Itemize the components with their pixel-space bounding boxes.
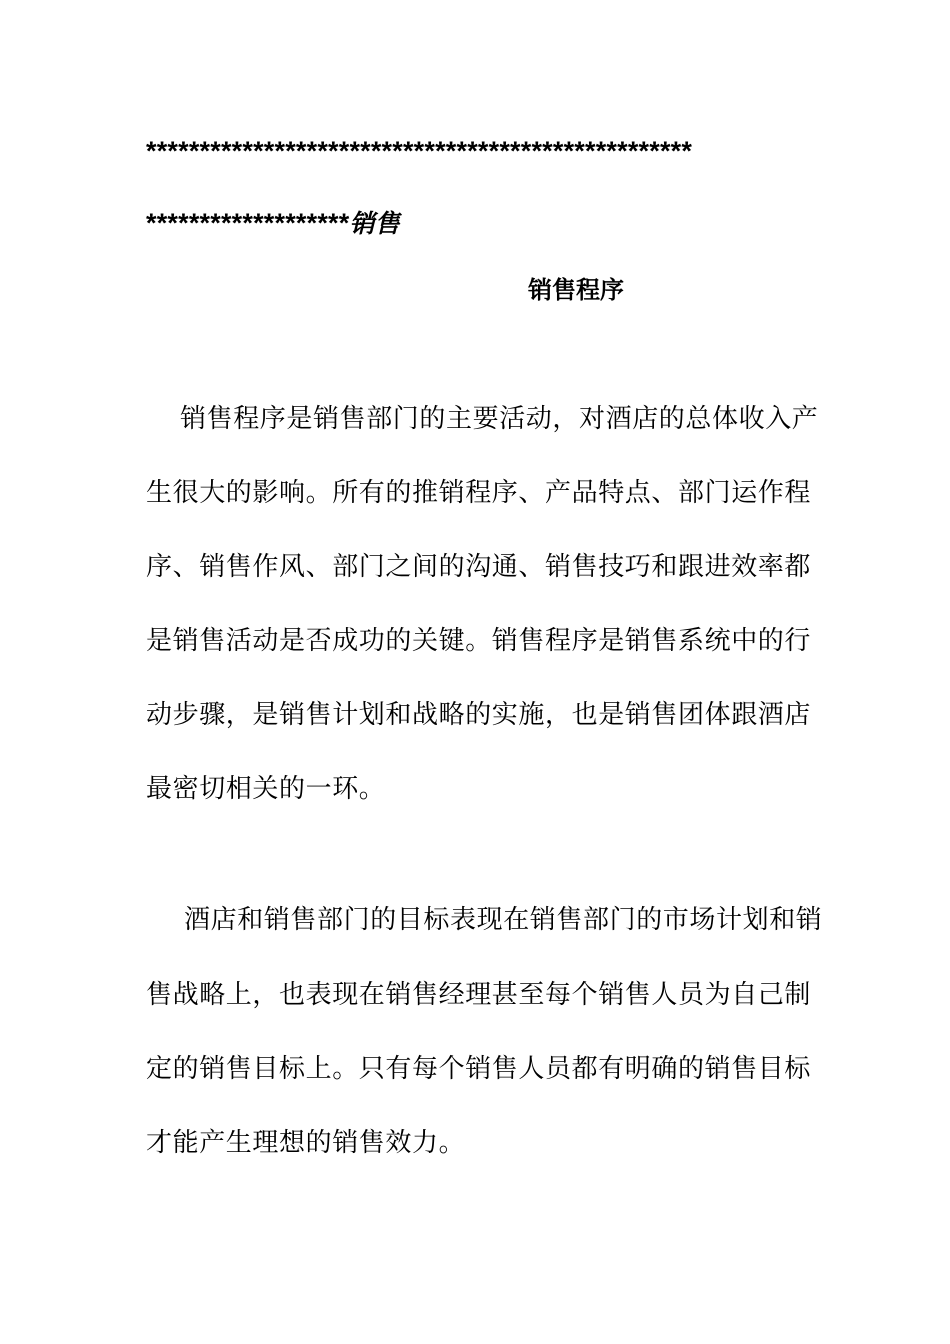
paragraph-1-line-3: 序、销售作风、部门之间的沟通、销售技巧和跟进效率都 — [146, 552, 812, 582]
paragraph-2-line-3: 定的销售目标上。只有每个销售人员都有明确的销售目标 — [146, 1054, 812, 1084]
paragraph-1-line-4: 是销售活动是否成功的关键。销售程序是销售系统中的行 — [146, 626, 812, 656]
paragraph-1-line-2: 生很大的影响。所有的推销程序、产品特点、部门运作程 — [146, 478, 812, 508]
paragraph-1-line-5: 动步骤，是销售计划和战略的实施，也是销售团体跟酒店 — [146, 700, 812, 730]
section-label: 销售 — [349, 209, 400, 238]
document-title: 销售程序 — [528, 276, 624, 304]
paragraph-1-line-6: 最密切相关的一环。 — [146, 774, 386, 804]
paragraph-2-line-4: 才能产生理想的销售效力。 — [146, 1128, 466, 1158]
paragraph-2-line-1: 酒店和销售部门的目标表现在销售部门的市场计划和销 — [184, 905, 823, 935]
asterisk-separator-line: *************************************************** — [146, 136, 693, 166]
paragraph-2-line-2: 售战略上，也表现在销售经理甚至每个销售人员为自己制 — [146, 980, 812, 1010]
asterisk-heading-line — [146, 208, 400, 239]
paragraph-1-line-1: 销售程序是销售部门的主要活动，对酒店的总体收入产 — [180, 404, 819, 434]
asterisk-run: ******************* — [146, 208, 350, 238]
